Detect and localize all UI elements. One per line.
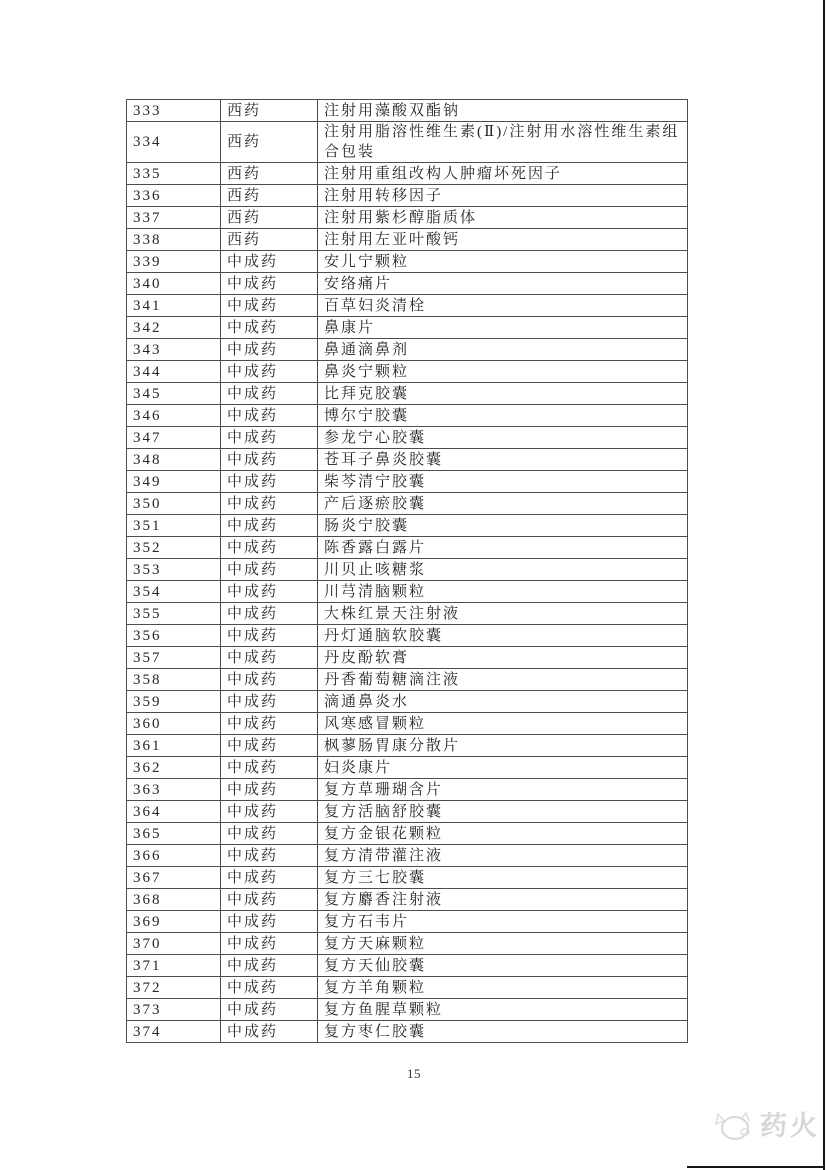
cell-no: 363 [127,779,221,801]
cell-name: 参龙宁心胶囊 [318,427,688,449]
cell-category: 西药 [221,100,318,122]
table-row [127,405,688,427]
table-row [127,911,688,933]
cell-name: 妇炎康片 [318,757,688,779]
cell-no: 355 [127,603,221,625]
cell-no: 359 [127,691,221,713]
cell-no: 370 [127,933,221,955]
table-row [127,823,688,845]
cell-category: 中成药 [221,823,318,845]
cell-category: 中成药 [221,757,318,779]
cell-no: 349 [127,471,221,493]
table-row [127,229,688,251]
cell-category: 中成药 [221,515,318,537]
table-row [127,559,688,581]
cell-name: 复方枣仁胶囊 [318,1021,688,1043]
cell-name: 陈香露白露片 [318,537,688,559]
pig-mascot-icon [712,1108,754,1144]
cell-category: 西药 [221,207,318,229]
cell-no: 348 [127,449,221,471]
cell-no: 350 [127,493,221,515]
cell-no: 361 [127,735,221,757]
table-row [127,867,688,889]
cell-category: 西药 [221,122,318,163]
cell-name: 复方活脑舒胶囊 [318,801,688,823]
table-row [127,977,688,999]
table-row [127,100,688,122]
cell-category: 中成药 [221,845,318,867]
cell-category: 中成药 [221,977,318,999]
cell-no: 351 [127,515,221,537]
cell-category: 中成药 [221,251,318,273]
table-row [127,603,688,625]
cell-category: 中成药 [221,603,318,625]
cell-category: 中成药 [221,955,318,977]
cell-no: 344 [127,361,221,383]
cell-no: 372 [127,977,221,999]
cell-no: 357 [127,647,221,669]
table-row [127,713,688,735]
cell-category: 中成药 [221,779,318,801]
table-row [127,273,688,295]
cell-category: 中成药 [221,889,318,911]
cell-no: 371 [127,955,221,977]
cell-no: 343 [127,339,221,361]
table-row [127,383,688,405]
cell-no: 356 [127,625,221,647]
cell-name: 注射用脂溶性维生素(Ⅱ)/注射用水溶性维生素组合包装 [318,122,688,163]
cell-name: 大株红景天注射液 [318,603,688,625]
table-row [127,122,688,163]
cell-category: 中成药 [221,735,318,757]
table-row [127,339,688,361]
cell-category: 中成药 [221,999,318,1021]
watermark-text: 药火 [760,1110,820,1141]
cell-name: 安络痛片 [318,273,688,295]
cell-no: 352 [127,537,221,559]
table-row [127,295,688,317]
cell-category: 中成药 [221,383,318,405]
cell-category: 中成药 [221,911,318,933]
cell-category: 中成药 [221,537,318,559]
table-row [127,537,688,559]
table-row [127,845,688,867]
cell-category: 中成药 [221,361,318,383]
cell-category: 中成药 [221,405,318,427]
cell-name: 复方天麻颗粒 [318,933,688,955]
cell-name: 丹香葡萄糖滴注液 [318,669,688,691]
table-row [127,427,688,449]
table-row [127,317,688,339]
table-row [127,207,688,229]
cell-category: 中成药 [221,581,318,603]
cell-category: 中成药 [221,647,318,669]
cell-name: 丹皮酚软膏 [318,647,688,669]
cell-no: 354 [127,581,221,603]
cell-no: 366 [127,845,221,867]
cell-no: 374 [127,1021,221,1043]
cell-category: 中成药 [221,295,318,317]
cell-no: 346 [127,405,221,427]
cell-no: 337 [127,207,221,229]
cell-name: 博尔宁胶囊 [318,405,688,427]
cell-no: 362 [127,757,221,779]
table-row [127,471,688,493]
cell-category: 西药 [221,185,318,207]
cell-category: 中成药 [221,471,318,493]
cell-no: 341 [127,295,221,317]
cell-category: 西药 [221,163,318,185]
cell-no: 342 [127,317,221,339]
table-row [127,801,688,823]
drug-list-table [126,99,688,1043]
table-row [127,735,688,757]
cell-category: 中成药 [221,691,318,713]
cell-category: 中成药 [221,317,318,339]
cell-name: 丹灯通脑软胶囊 [318,625,688,647]
cell-category: 中成药 [221,801,318,823]
cell-category: 中成药 [221,559,318,581]
cell-no: 367 [127,867,221,889]
cell-no: 368 [127,889,221,911]
cell-no: 333 [127,100,221,122]
cell-name: 复方金银花颗粒 [318,823,688,845]
cell-name: 复方清带灌注液 [318,845,688,867]
cell-name: 苍耳子鼻炎胶囊 [318,449,688,471]
table-row [127,889,688,911]
table-row [127,955,688,977]
cell-name: 安儿宁颗粒 [318,251,688,273]
table-row [127,493,688,515]
table-row [127,1021,688,1043]
cell-name: 风寒感冒颗粒 [318,713,688,735]
bottom-edge-border [687,1166,825,1168]
cell-name: 产后逐瘀胶囊 [318,493,688,515]
cell-name: 注射用紫杉醇脂质体 [318,207,688,229]
cell-category: 中成药 [221,493,318,515]
table-row [127,999,688,1021]
cell-name: 复方羊角颗粒 [318,977,688,999]
cell-no: 353 [127,559,221,581]
cell-no: 336 [127,185,221,207]
table-row [127,691,688,713]
cell-no: 365 [127,823,221,845]
cell-name: 川贝止咳糖浆 [318,559,688,581]
cell-no: 345 [127,383,221,405]
cell-name: 柴芩清宁胶囊 [318,471,688,493]
cell-no: 335 [127,163,221,185]
cell-name: 复方草珊瑚含片 [318,779,688,801]
cell-category: 中成药 [221,713,318,735]
cell-category: 中成药 [221,669,318,691]
cell-no: 338 [127,229,221,251]
cell-name: 复方天仙胶囊 [318,955,688,977]
cell-name: 注射用左亚叶酸钙 [318,229,688,251]
table-row [127,251,688,273]
drug-table-body [127,100,688,1043]
cell-name: 注射用重组改构人肿瘤坏死因子 [318,163,688,185]
cell-category: 中成药 [221,449,318,471]
cell-no: 373 [127,999,221,1021]
table-row [127,625,688,647]
cell-name: 复方石韦片 [318,911,688,933]
cell-category: 中成药 [221,625,318,647]
cell-name: 川芎清脑颗粒 [318,581,688,603]
page-number: 15 [407,1066,421,1081]
cell-name: 滴通鼻炎水 [318,691,688,713]
cell-category: 中成药 [221,933,318,955]
cell-name: 复方三七胶囊 [318,867,688,889]
cell-name: 复方麝香注射液 [318,889,688,911]
watermark [712,1108,820,1144]
table-row [127,361,688,383]
cell-no: 347 [127,427,221,449]
cell-no: 360 [127,713,221,735]
cell-no: 364 [127,801,221,823]
cell-category: 中成药 [221,1021,318,1043]
cell-category: 西药 [221,229,318,251]
cell-name: 百草妇炎清栓 [318,295,688,317]
table-row [127,647,688,669]
cell-no: 358 [127,669,221,691]
table-row [127,669,688,691]
cell-name: 注射用藻酸双酯钠 [318,100,688,122]
table-row [127,933,688,955]
cell-name: 鼻炎宁颗粒 [318,361,688,383]
table-row [127,449,688,471]
cell-category: 中成药 [221,427,318,449]
cell-name: 复方鱼腥草颗粒 [318,999,688,1021]
table-row [127,757,688,779]
cell-no: 340 [127,273,221,295]
cell-no: 339 [127,251,221,273]
cell-name: 比拜克胶囊 [318,383,688,405]
cell-name: 鼻康片 [318,317,688,339]
cell-name: 枫蓼肠胃康分散片 [318,735,688,757]
cell-name: 肠炎宁胶囊 [318,515,688,537]
cell-no: 334 [127,122,221,163]
cell-name: 鼻通滴鼻剂 [318,339,688,361]
cell-no: 369 [127,911,221,933]
cell-name: 注射用转移因子 [318,185,688,207]
table-row [127,581,688,603]
table-row [127,163,688,185]
table-row [127,779,688,801]
table-row [127,515,688,537]
cell-category: 中成药 [221,273,318,295]
cell-category: 中成药 [221,867,318,889]
cell-category: 中成药 [221,339,318,361]
table-row [127,185,688,207]
right-edge-border [823,0,825,1170]
